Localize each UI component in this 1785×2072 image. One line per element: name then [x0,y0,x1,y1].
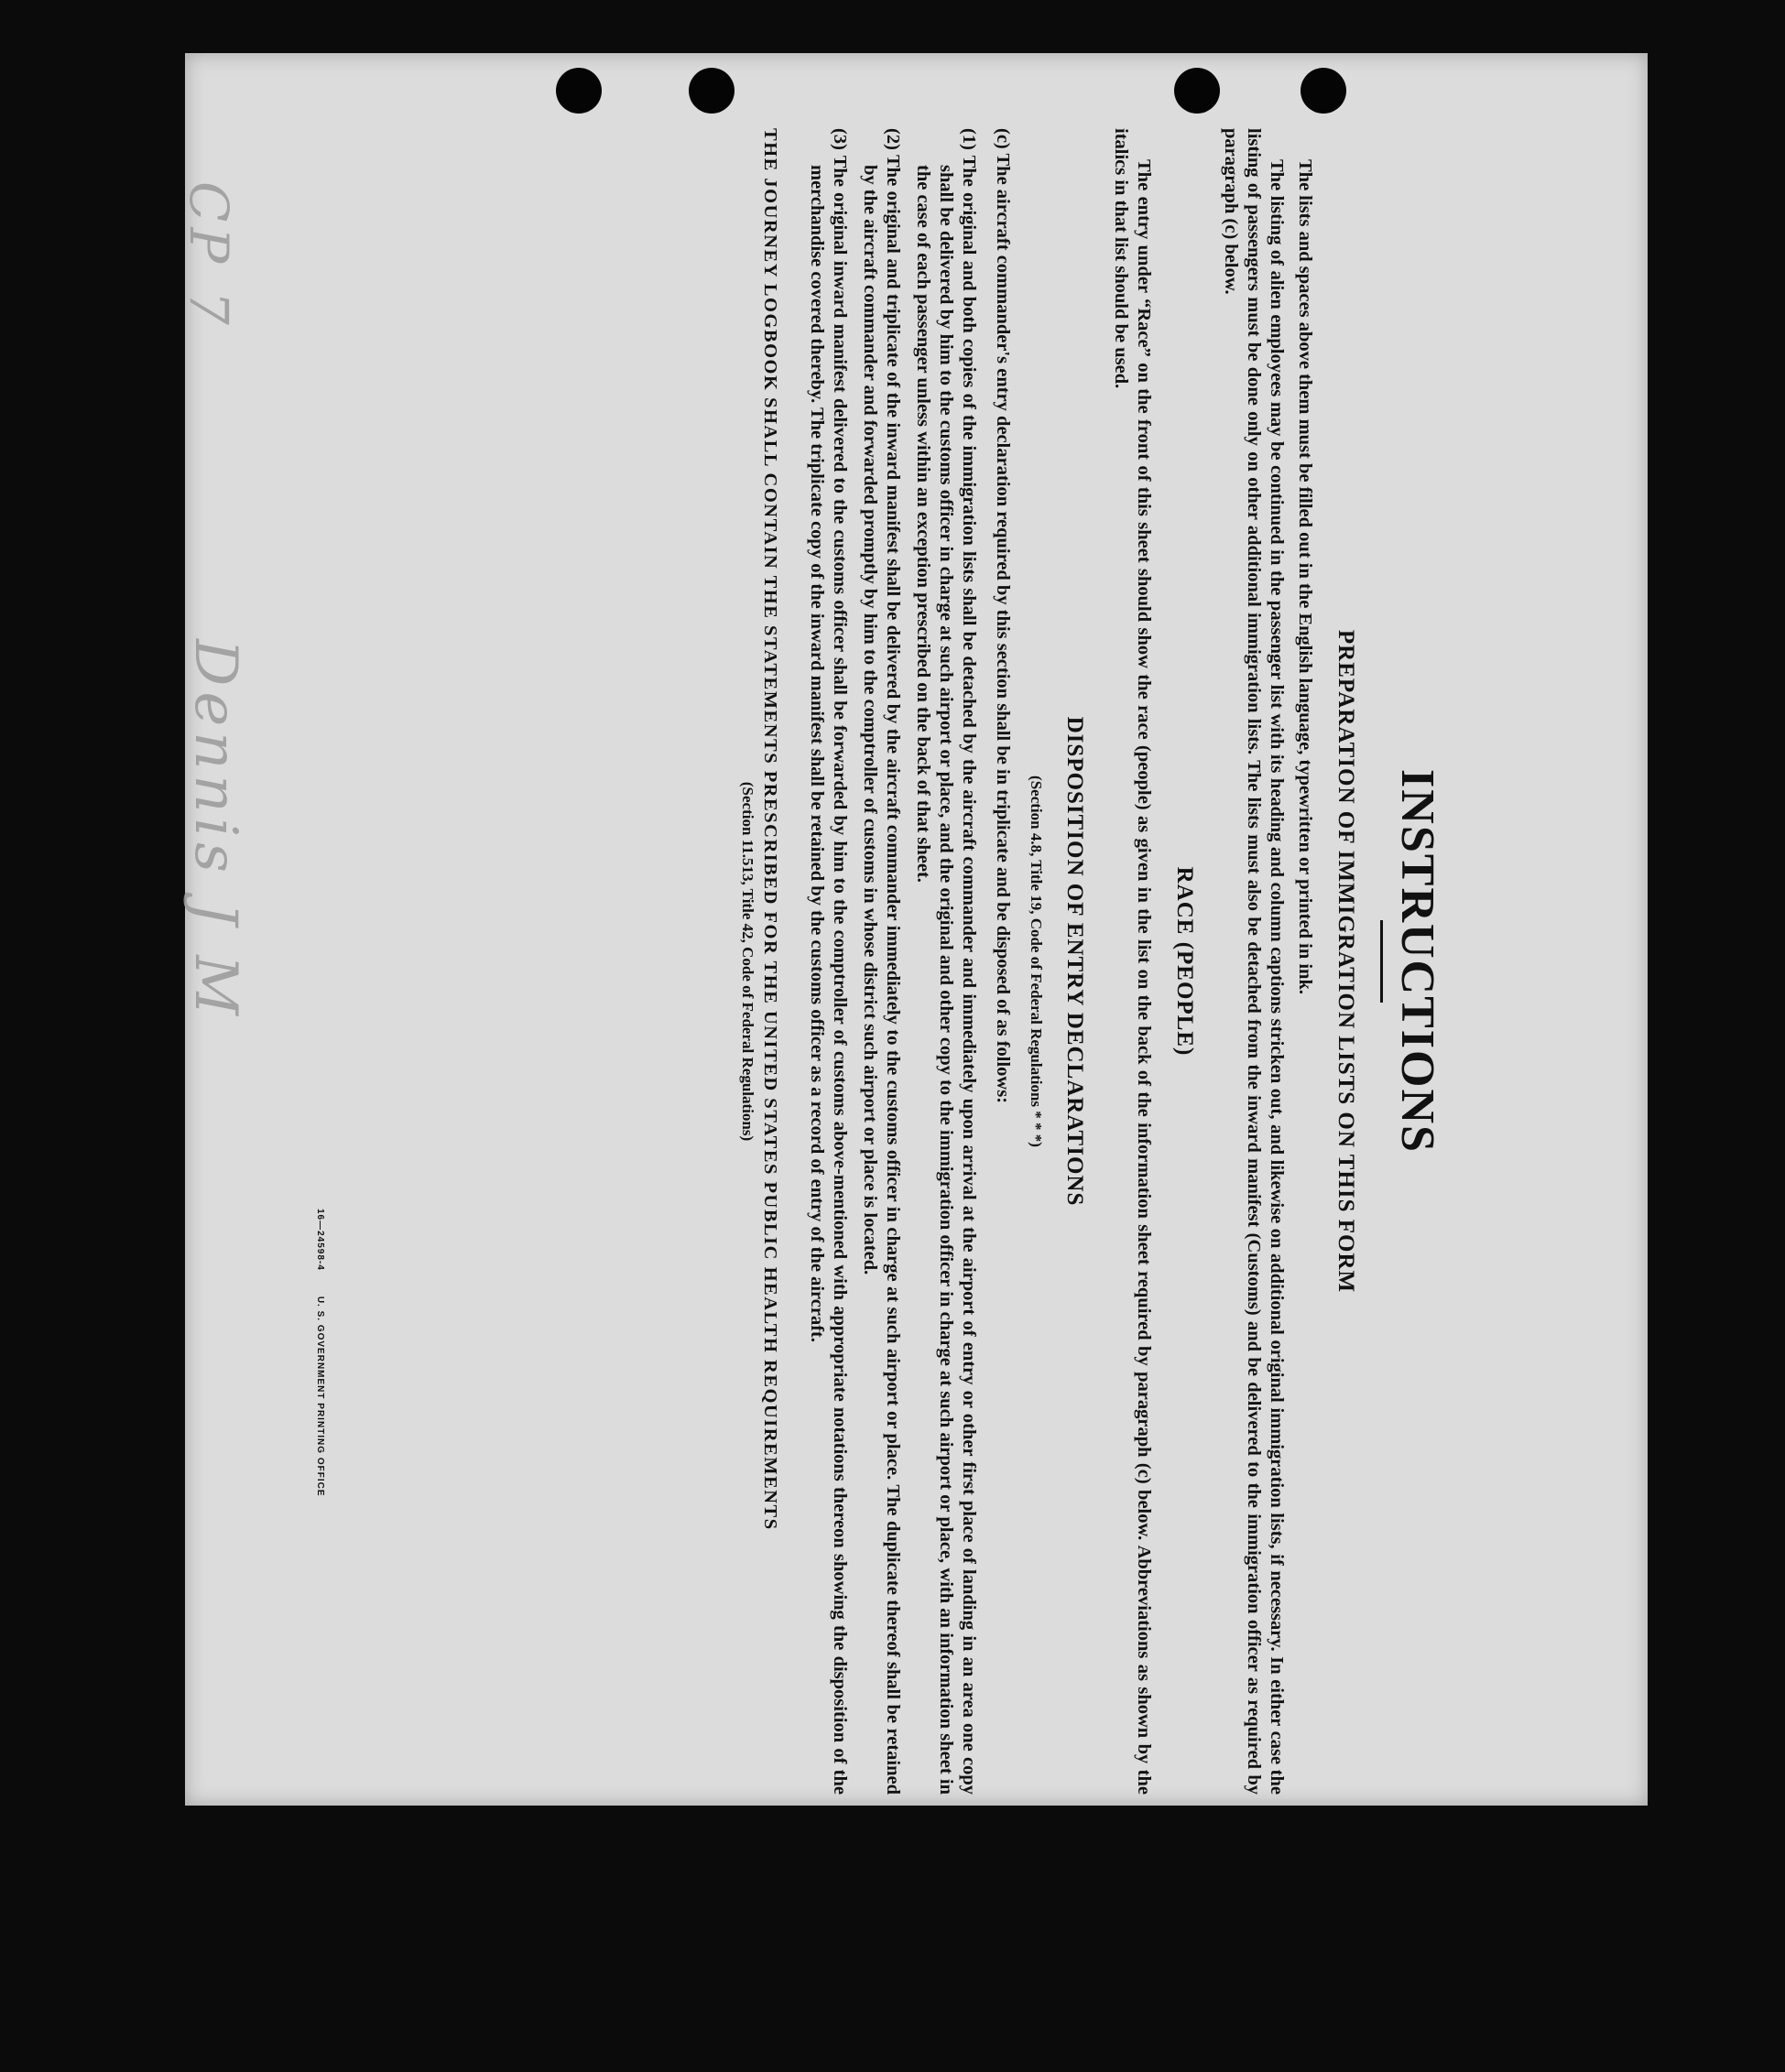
disposition-lead: (c) The aircraft commander's entry declaration required by this section shall be in triplicate and be disposed of as follows: [993,128,1013,1104]
preparation-paragraph: The listing of alien employees may be continued in the passenger list with its heading and column captions stricken out, and likewise on additional original immigration lists, if necessary. In either case the listing of passengers must be done only on other additional immigration lists. The lists must also be detached from the inward manifest (Customs) and be delivered to the immigration officer as required by paragraph (c) below. [1221,128,1287,1795]
disposition-heading: DISPOSITION OF ENTRY DECLARATIONS [1062,716,1087,1207]
printer-footer [315,1209,325,1497]
printer-name: U. S. GOVERNMENT PRINTING OFFICE [315,1296,325,1497]
preparation-heading: PREPARATION OF IMMIGRATION LISTS ON THIS FORM [1333,629,1358,1294]
health-requirements-statement: THE JOURNEY LOGBOOK SHALL CONTAIN THE STATEMENTS PRESCRIBED FOR THE UNITED STATES PUBLIC HEALTH REQUIREMENTS [760,128,780,1531]
race-paragraph: The entry under “Race” on the front of this sheet should show the race (people) as given in the list on the back of the information sheet required by paragraph (c) below. Abbreviations as shown by the italics in that list should be used. [1111,128,1154,1795]
document-title: INSTRUCTIONS [1391,769,1443,1154]
punch-hole [1301,68,1346,114]
form-code: 16—24598-4 [315,1209,325,1271]
preparation-paragraph: The lists and spaces above them must be filled out in the English language, typewritten or printed in ink. [1295,159,1315,994]
punch-hole [1174,68,1220,114]
disposition-reference: (Section 4.8, Title 19, Code of Federal Regulations * * *) [1028,776,1045,1147]
handwritten-mark: CP 7 [178,181,240,331]
race-heading: RACE (PEOPLE) [1172,866,1197,1057]
disposition-item: (2) The original and triplicate of the inward manifest shall be delivered by the aircraft commander immediately to the customs officer in charge at such airport or place. The duplicate thereof shall be retained by the aircraft commander and forwarded promptly by him to the comptroller of customs in whose district such airport or place is located. [860,128,903,1795]
punch-hole [556,68,602,114]
punch-hole [689,68,735,114]
handwritten-signature: Dennis J M [181,639,249,1021]
disposition-item: (1) The original and both copies of the immigration lists shall be detached by the aircraft commander and immediately upon arrival at the airport of entry or other first place of landing in an area one copy shall be delivered by him to the customs officer in charge at such airport or place, and the original and other copy to the immigration officer in charge at such airport or place, with an information sheet in the case of each passenger unless within an exception prescribed on the back of that sheet. [913,128,979,1795]
disposition-item: (3) The original inward manifest delivered to the customs officer shall be forwarded by him to the comptroller of customs above-mentioned with appropriate notations thereon showing the disposition of the merchandise covered thereby. The triplicate copy of the inward manifest shall be retained by the customs officer as a record of entry of the aircraft. [807,128,850,1795]
health-requirements-reference: (Section 11.513, Title 42, Code of Federal Regulations) [739,781,756,1142]
title-underline [1380,920,1383,1003]
instructions-content [310,128,1445,1795]
